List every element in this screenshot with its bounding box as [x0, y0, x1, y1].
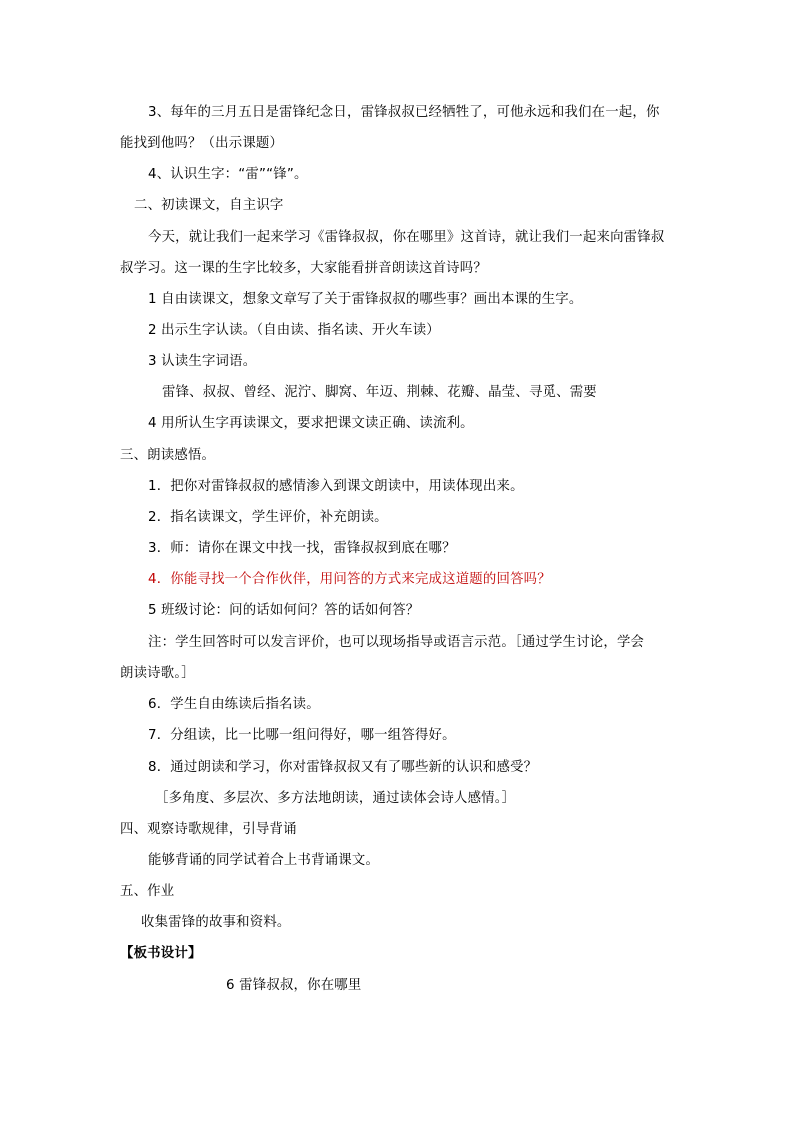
board-design-title: 6 雷锋叔叔，你在哪里	[226, 978, 362, 993]
note-line: 朗读诗歌。］	[120, 666, 195, 681]
list-item: 4 用所认生字再读课文，要求把课文读正确、读流利。	[148, 416, 474, 431]
list-item: 2．指名读课文，学生评价，补充朗读。	[148, 510, 388, 525]
list-item: 5 班级讨论：问的话如何问？答的话如何答？	[148, 603, 420, 618]
note-line: ［多角度、多层次、多方法地朗读，通过读体会诗人感情。］	[155, 791, 516, 806]
paragraph-line: 3、每年的三月五日是雷锋纪念日，雷锋叔叔已经牺牲了，可他永远和我们在一起，你	[148, 105, 660, 120]
list-item: 7．分组读，比一比哪一组问得好，哪一组答得好。	[148, 728, 456, 743]
section-heading: 三、朗读感悟。	[120, 448, 216, 463]
list-item: 8．通过朗读和学习，你对雷锋叔叔又有了哪些新的认识和感受？	[148, 760, 538, 775]
paragraph-line: 收集雷锋的故事和资料。	[141, 915, 291, 930]
board-design-heading: 【板书设计】	[120, 946, 202, 961]
section-heading: 四、观察诗歌规律，引导背诵	[120, 822, 297, 837]
paragraph-line: 叔学习。这一课的生字比较多，大家能看拼音朗读这首诗吗？	[120, 261, 487, 276]
paragraph-line: 4、认识生字：“雷”“锋”。	[148, 167, 308, 182]
list-item: 1 自由读课文，想象文章写了关于雷锋叔叔的哪些事？画出本课的生字。	[148, 292, 583, 307]
list-item: 1．把你对雷锋叔叔的感情渗入到课文朗读中，用读体现出来。	[148, 479, 524, 494]
note-line: 注：学生回答时可以发言评价，也可以现场指导或语言示范。［通过学生讨论，学会	[148, 635, 645, 650]
list-item: 3．师：请你在课文中找一找，雷锋叔叔到底在哪？	[148, 541, 456, 556]
word-list: 雷锋、叔叔、曾经、泥泞、脚窝、年迈、荆棘、花瓣、晶莹、寻觅、需要	[162, 385, 597, 400]
list-item: 2 出示生字认读。（自由读、指名读、开火车读）	[148, 323, 440, 338]
list-item: 3 认读生字词语。	[148, 354, 257, 369]
list-item: 6．学生自由练读后指名读。	[148, 697, 320, 712]
paragraph-line: 能找到他吗？（出示课题）	[120, 136, 284, 151]
section-heading: 二、初读课文，自主识字	[134, 198, 284, 213]
highlighted-list-item: 4．你能寻找一个合作伙伴，用问答的方式来完成这道题的回答吗？	[148, 572, 551, 587]
paragraph-line: 今天，就让我们一起来学习《雷锋叔叔，你在哪里》这首诗，就让我们一起来向雷锋叔	[148, 230, 665, 245]
section-heading: 五、作业	[120, 884, 175, 899]
paragraph-line: 能够背诵的同学试着合上书背诵课文。	[148, 853, 380, 868]
